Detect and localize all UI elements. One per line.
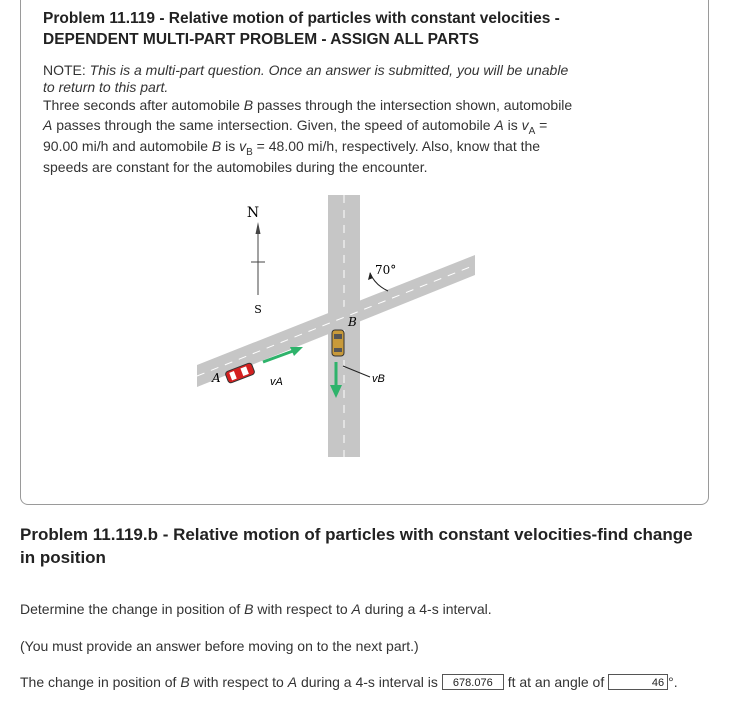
statement-line4: speeds are constant for the automobiles during the encounter. bbox=[43, 159, 428, 175]
car-b-label: B bbox=[348, 315, 357, 329]
var-a: A bbox=[351, 601, 361, 617]
part-b-answer-line bbox=[20, 674, 678, 690]
question-text: Determine the change in position of bbox=[20, 601, 245, 617]
vb-subscript: B bbox=[246, 146, 253, 158]
statement-text: is bbox=[221, 138, 240, 154]
part-b-hint: (You must provide an answer before moving on to the next part.) bbox=[20, 638, 419, 654]
degree-text: °. bbox=[668, 674, 678, 690]
var-a: A bbox=[494, 117, 504, 133]
note-label: NOTE: bbox=[43, 62, 86, 78]
statement-text: passes through the intersection shown, automobile bbox=[253, 97, 573, 113]
angle-input[interactable]: 46 bbox=[608, 674, 668, 690]
var-b: B bbox=[243, 97, 254, 113]
statement-text: = bbox=[535, 117, 548, 133]
va-symbol: v bbox=[521, 117, 529, 133]
angle-label: 70° bbox=[375, 263, 397, 277]
car-b-rear-window bbox=[334, 348, 342, 352]
car-b-window bbox=[334, 334, 342, 339]
compass-n-label: N bbox=[246, 205, 260, 221]
car-b-body bbox=[332, 330, 344, 356]
intersection-diagram bbox=[195, 190, 495, 460]
vb-symbol: v bbox=[239, 138, 247, 154]
compass-arrow-icon bbox=[256, 222, 261, 234]
answer-text: during a 4-s interval is bbox=[297, 674, 442, 690]
magnitude-input[interactable]: 678.076 bbox=[442, 674, 504, 690]
note-text-2: to return to this part. bbox=[43, 79, 169, 95]
var-b: B bbox=[244, 601, 254, 617]
statement-text: 90.00 mi/h and automobile bbox=[43, 138, 212, 154]
car-b bbox=[332, 330, 344, 356]
va-subscript: A bbox=[528, 125, 536, 137]
unit-text: ft at an angle of bbox=[503, 674, 609, 690]
compass bbox=[247, 205, 265, 316]
note-text-1: This is a multi-part question. Once an answer is submitted, you will be unable bbox=[89, 62, 569, 78]
vb-label: vB bbox=[372, 373, 385, 385]
question-text: with respect to bbox=[253, 601, 352, 617]
answer-text: The change in position of bbox=[20, 674, 181, 690]
problem-title-line1: Problem 11.119 - Relative motion of particles with constant velocities - bbox=[43, 10, 560, 27]
var-b: B bbox=[211, 138, 222, 154]
car-a-label: A bbox=[212, 371, 221, 385]
problem-title-line2: DEPENDENT MULTI-PART PROBLEM - ASSIGN ALL PARTS bbox=[43, 31, 480, 48]
var-a: A bbox=[287, 674, 298, 690]
compass-s-label: S bbox=[254, 303, 262, 316]
var-b: B bbox=[180, 674, 190, 690]
va-label: vA bbox=[270, 376, 283, 388]
statement-text: is bbox=[503, 117, 522, 133]
angle-arrow-icon bbox=[368, 272, 373, 280]
part-b-question bbox=[20, 601, 492, 617]
question-text: during a 4-s interval. bbox=[360, 601, 492, 617]
statement-line1 bbox=[43, 95, 663, 116]
part-b-title: Problem 11.119.b - Relative motion of particles with constant velocities-find change in position bbox=[20, 525, 693, 567]
answer-text: with respect to bbox=[189, 674, 288, 690]
var-a: A bbox=[43, 117, 53, 133]
statement-text: Three seconds after automobile bbox=[43, 97, 244, 113]
statement-text: = 48.00 mi/h, respectively. Also, know that the bbox=[252, 138, 541, 154]
statement-text: passes through the same intersection. Given, the speed of automobile bbox=[52, 117, 495, 133]
